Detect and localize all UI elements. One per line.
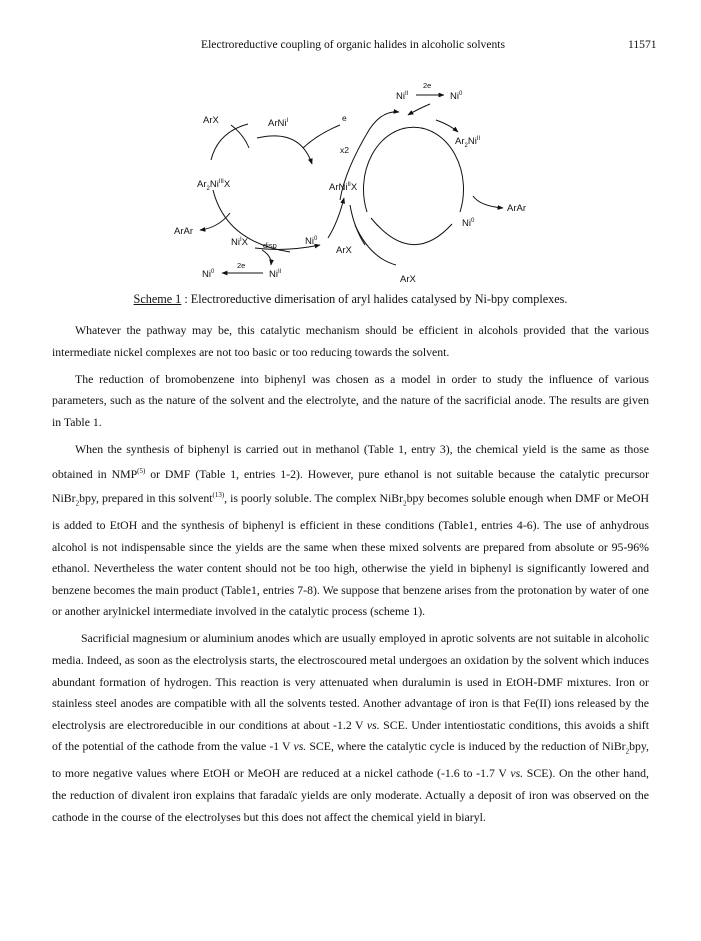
arx-left-label: ArX <box>203 115 219 126</box>
arrow-arx-bottom <box>355 225 396 265</box>
arrow-e-to-arni1 <box>303 125 340 148</box>
ni1x-label: $Ni^IX$ <box>231 237 248 248</box>
arrow-ni0-top-down <box>408 104 430 115</box>
ar2ni3x-label: $Ar_2Ni^{III}X$ <box>197 179 231 192</box>
x2-label: x2 <box>340 145 349 155</box>
page-number: 11571 <box>628 38 657 51</box>
running-title: Electroreductive coupling of organic halides in alcoholic solvents <box>201 38 506 51</box>
right-cycle-arc <box>364 127 464 212</box>
body-text <box>52 320 649 834</box>
arrow-right-to-arar <box>473 196 503 208</box>
right-cycle-bottom-arc <box>371 218 452 245</box>
paragraph-2: The reduction of bromobenzene into biphenyl was chosen as a model in order to study the influence of various parameters, such as the nature of the solvent and the electrolyte, and the nature of the sacrificial anode. The results are given in Table 1. <box>52 371 649 429</box>
bottom-ni2-label: $Ni^{II}$ <box>269 269 282 280</box>
arrow-arx-to-arni1 <box>231 125 249 148</box>
reaction-scheme <box>0 0 701 300</box>
scheme-caption-label: Scheme 1 <box>133 292 182 306</box>
bottom-2e-label: 2e <box>237 261 246 270</box>
arrow-ni0-mid-up <box>328 198 344 238</box>
paragraph-3: When the synthesis of biphenyl is carried out in methanol (Table 1, entry 3), the chemical yield is the same as those obtained in NMP$^{(5)}$ or DMF (Table 1, entries 1-2). However, pure ethanol is not suitable because the catalytic precursor NiBr$_2$bpy, prepared in this solvent$^{(13)}$, is poorly soluble. The complex NiBr$_2$bpy becomes soluble enough when DMF or MeOH is added to EtOH and the synthesis of biphenyl is efficient in these conditions (Table1, entries 4-6). The use of anhydrous alcohol is not indispensable since the yields are the same when these mixed solvents are prepared from absolute or 95-96% ethanol. Nevertheless the water content should not be too high, otherwise the yield in biphenyl is significantly lowered and benzene becomes the main product (Table1, entries 7-8). We suppose that benzene arises from the protonation by water of one or another arylnickel intermediate involved in the catalytic process (scheme 1). <box>52 441 649 619</box>
paragraph-4: Sacrificial magnesium or aluminium anodes which are usually employed in aprotic solvents are not suitable in alcoholic media. Indeed, as soon as the electrolysis starts, the electroscoured metal undergoes an oxidation by the solvent which induces abundant formation of hydrogen. This reaction is very attenuated when duralumin is used in EtOH-DMF mixtures. Iron or stainless steel anodes are compatible with all the solvents tested. Another advantage of iron is that Fe(II) ions released by the electrolysis are electroreducible in our conditions at about -1.2 V vs. SCE. Under intentiostatic conditions, this avoids a shift of the potential of the cathode from the value -1 V vs. SCE, where the catalytic cycle is induced by the reduction of NiBr$_2$bpy, to more negative values where EtOH or MeOH are reduced at a nickel cathode (-1.6 to -1.7 V vs. SCE). On the other hand, the reduction of divalent iron explains that faradaïc yields are only moderate. Actually a deposit of iron was observed on the cathode in the course of the electrolyses but this does not affect the chemical yield in biaryl. <box>52 631 650 824</box>
ni0-mid-label: Ni$^0$ <box>305 236 318 247</box>
ar2ni2-label: $Ar_2Ni^{II}$ <box>455 136 481 149</box>
arar-left-label: ArAr <box>174 226 193 237</box>
scheme-caption <box>0 292 701 307</box>
ni0-right-label: Ni$^0$ <box>462 218 475 229</box>
top-ni2-label: $Ni^{II}$ <box>396 91 409 102</box>
paragraph-1: Whatever the pathway may be, this catalytic mechanism should be efficient in alcohols provided that the various intermediate nickel complexes are not too basic or too reducing towards the solvent. <box>52 323 649 359</box>
arrow-to-ar2ni2 <box>436 120 458 132</box>
arx-bottom-label: ArX <box>400 274 416 285</box>
arrow-to-arar-left <box>200 213 230 230</box>
arni2x-label: ArNi$^{II}$X <box>329 182 358 193</box>
arar-right-label: ArAr <box>507 203 526 214</box>
disp-label: disp <box>263 241 277 250</box>
left-cycle-lower-arc <box>213 190 290 252</box>
bottom-ni0-label: Ni$^0$ <box>202 269 215 280</box>
arx-mid-label: ArX <box>336 245 352 256</box>
scheme-caption-text: : Electroreductive dimerisation of aryl halides catalysed by Ni-bpy complexes. <box>181 292 568 306</box>
disp-arrow-down <box>262 250 271 265</box>
e-label: e <box>342 113 347 123</box>
left-cycle-left-arc <box>211 124 248 160</box>
top-2e-label: 2e <box>423 81 432 90</box>
top-ni0-label: Ni$^0$ <box>450 91 463 102</box>
arni1-label: ArNi$^I$ <box>268 118 289 129</box>
left-cycle-upper-arc <box>257 136 312 164</box>
